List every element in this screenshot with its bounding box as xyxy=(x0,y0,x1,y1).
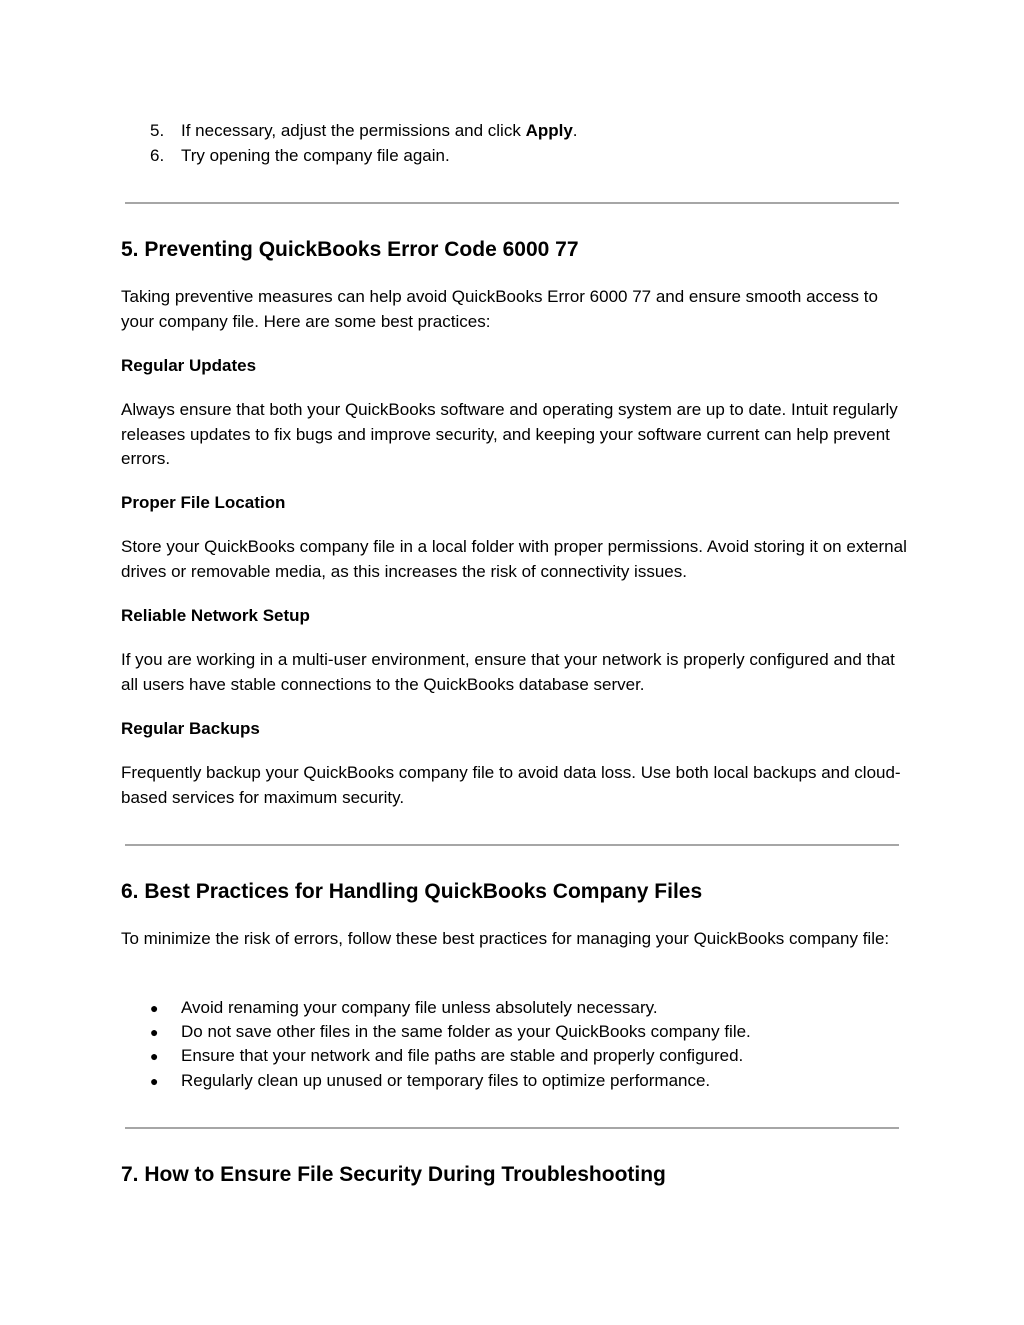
list-number: 5. xyxy=(150,121,165,140)
bullet-text: Do not save other files in the same folder as your QuickBooks company file. xyxy=(181,1022,751,1041)
section-6-intro: To minimize the risk of errors, follow these best practices for managing your QuickBooks company file: xyxy=(121,929,890,948)
horizontal-divider xyxy=(125,1127,899,1129)
paragraph-regular-backups: Frequently backup your QuickBooks company file to avoid data loss. Use both local backups and cloud-based services for maximum security. xyxy=(121,763,901,807)
step-text-end: . xyxy=(572,121,578,140)
bullet-item xyxy=(150,1069,710,1093)
bullet-icon: ● xyxy=(150,1073,159,1089)
subheading-regular-backups: Regular Backups xyxy=(121,719,260,738)
bullet-text: Avoid renaming your company file unless absolutely necessary. xyxy=(181,998,658,1017)
bullet-icon: ● xyxy=(150,1048,159,1064)
section-5-intro: Taking preventive measures can help avoid QuickBooks Error 6000 77 and ensure smooth access to your company file. Here are some best practices: xyxy=(121,287,878,331)
paragraph-proper-file-location: Store your QuickBooks company file in a local folder with proper permissions. Avoid storing it on external drives or removable media, as this increases the risk of connectivity issues. xyxy=(121,537,907,581)
section-7-heading: 7. How to Ensure File Security During Troubleshooting xyxy=(121,1163,666,1186)
bullet-icon: ● xyxy=(150,1000,159,1016)
step-text: Try opening the company file again. xyxy=(181,146,450,165)
list-item-step-5 xyxy=(150,119,578,143)
bullet-text: Regularly clean up unused or temporary files to optimize performance. xyxy=(181,1071,711,1090)
list-item-step-6 xyxy=(150,144,450,168)
bullet-item xyxy=(150,996,658,1020)
section-6-heading: 6. Best Practices for Handling QuickBooks Company Files xyxy=(121,880,703,903)
step-text: If necessary, adjust the permissions and click xyxy=(181,121,526,140)
paragraph-reliable-network: If you are working in a multi-user environment, ensure that your network is properly configured and that all users have stable connections to the QuickBooks database server. xyxy=(121,650,895,694)
paragraph-regular-updates: Always ensure that both your QuickBooks software and operating system are up to date. Intuit regularly releases updates to fix bugs and improve security, and keeping your software current can help prevent errors. xyxy=(121,400,898,468)
bullet-item xyxy=(150,1044,743,1068)
apply-emphasis: Apply xyxy=(525,121,573,140)
subheading-regular-updates: Regular Updates xyxy=(121,356,257,375)
horizontal-divider xyxy=(125,202,899,204)
list-number: 6. xyxy=(150,146,165,165)
bullet-item xyxy=(150,1020,751,1044)
subheading-reliable-network: Reliable Network Setup xyxy=(121,606,310,625)
bullet-icon: ● xyxy=(150,1024,159,1040)
subheading-proper-file-location: Proper File Location xyxy=(121,493,286,512)
horizontal-divider xyxy=(125,844,899,846)
bullet-text: Ensure that your network and file paths are stable and properly configured. xyxy=(181,1046,744,1065)
section-5-heading: 5. Preventing QuickBooks Error Code 6000 77 xyxy=(121,238,579,261)
